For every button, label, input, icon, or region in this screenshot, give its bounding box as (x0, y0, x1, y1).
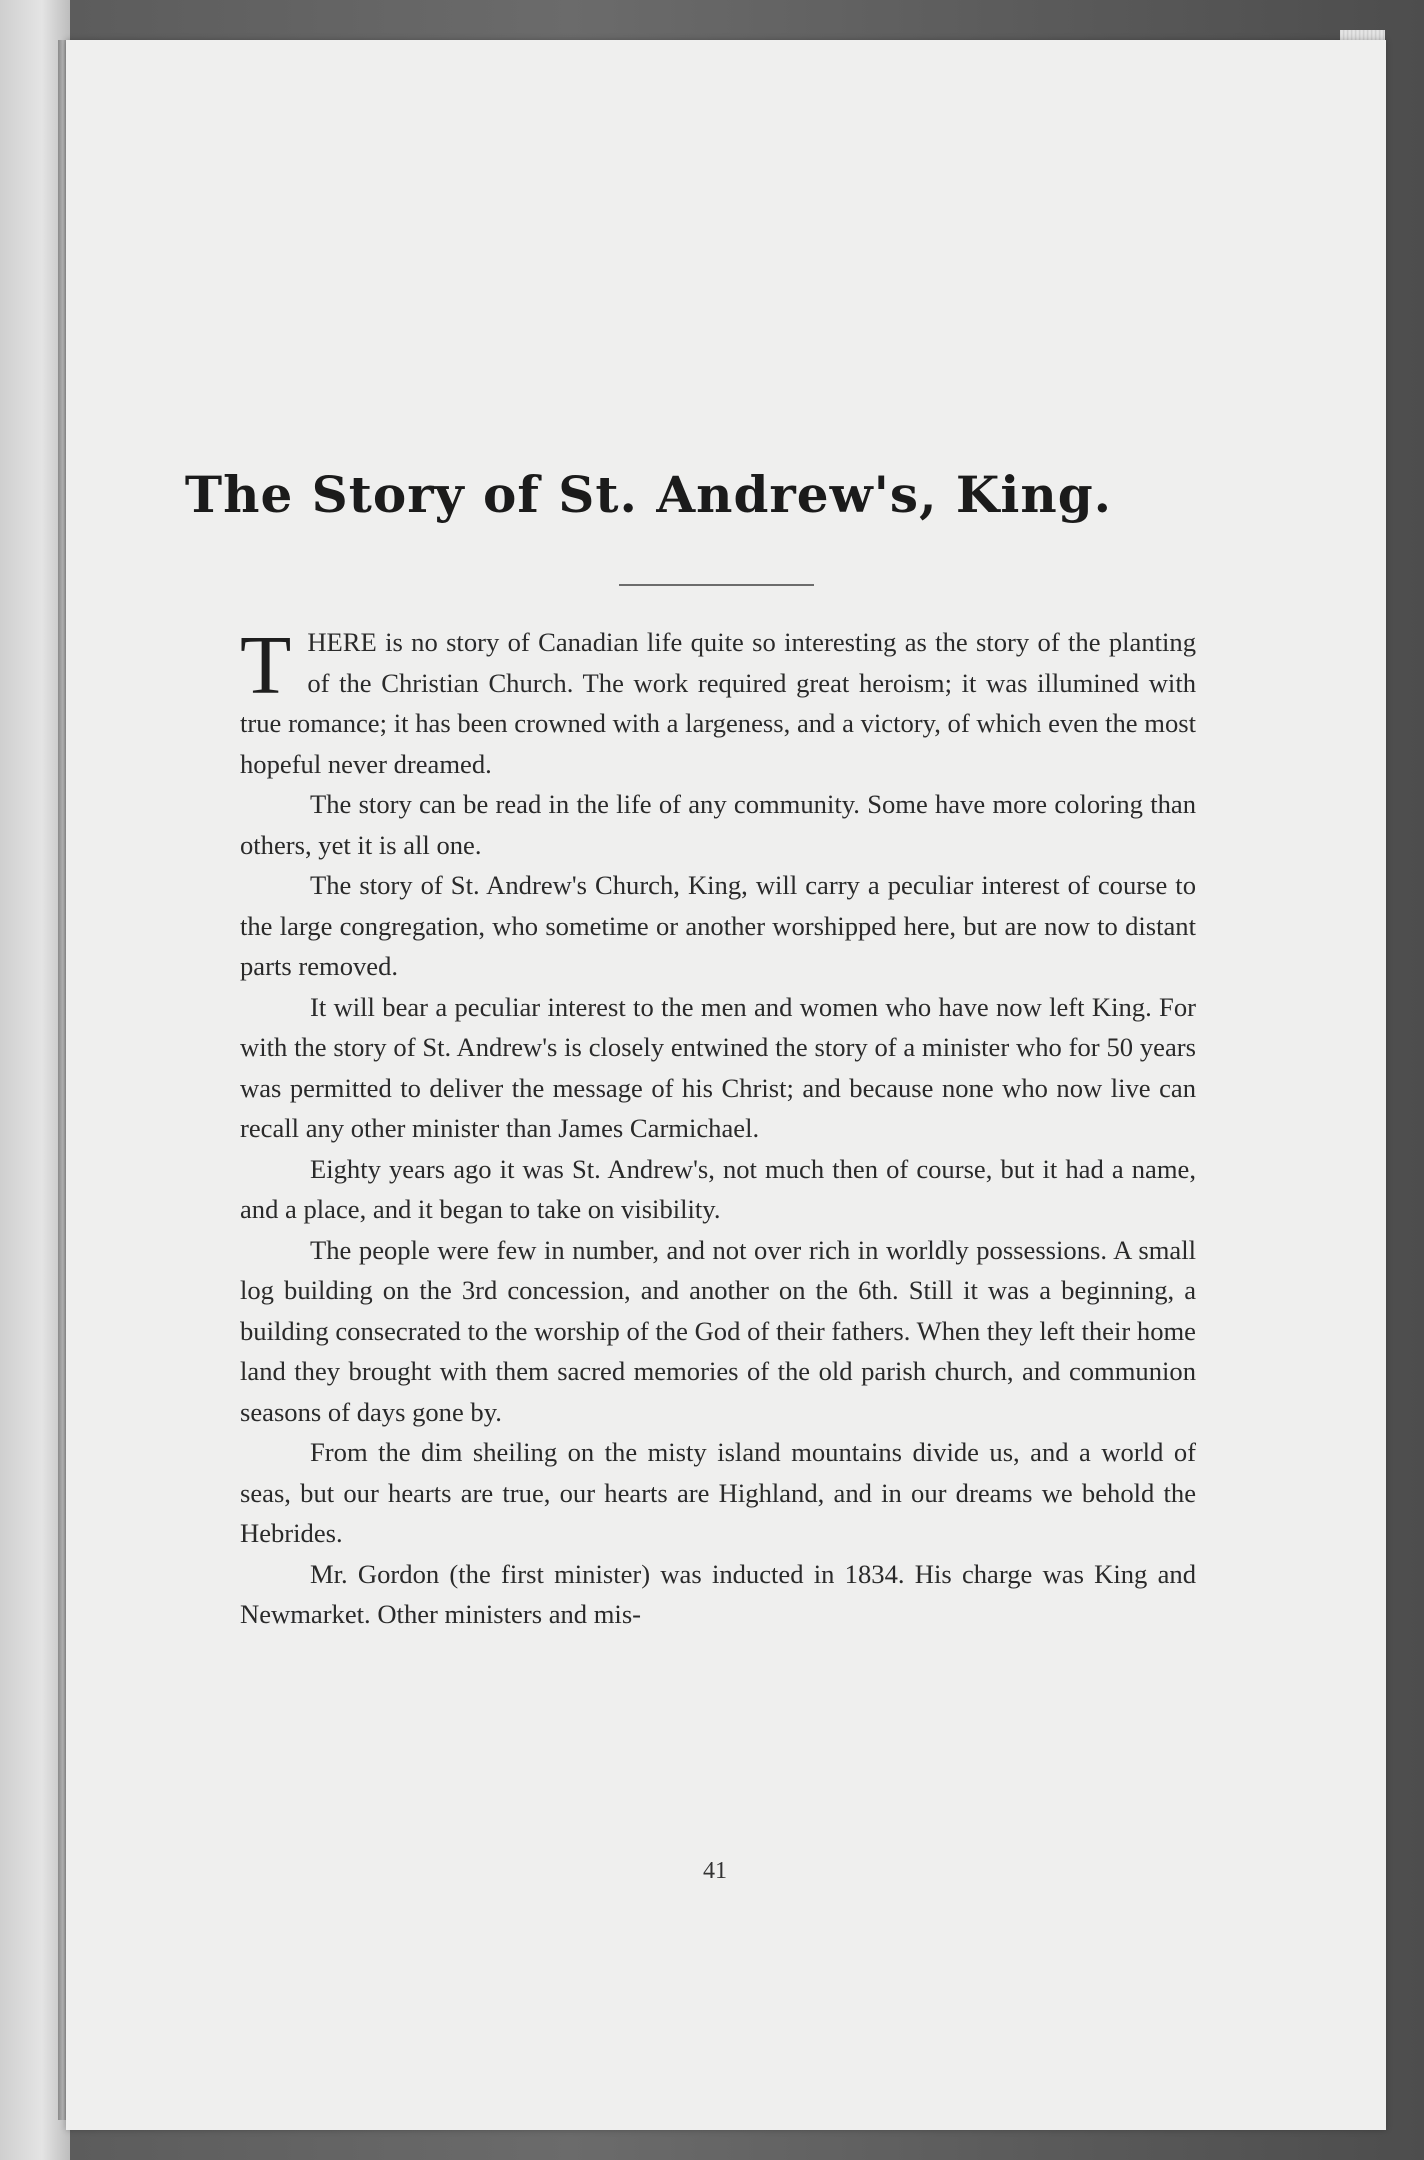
paragraph: From the dim sheiling on the misty island mountains divide us, and a world of seas, but our hearts are true, our hearts are Highland, and in our dreams we behold the Hebrides. (240, 1437, 1196, 1548)
paragraph: It will bear a peculiar interest to the men and women who have now left King. For with the story of St. Andrew's is closely entwined the story of a minister who for 50 years was permitted to deliver the message of his Christ; and because none who now live can recall any other minister than James Carmichael. (240, 991, 1196, 1143)
paragraph-text: HERE is no story of Canadian life quite so interesting as the story of the planting of the Christian Church. The work required great heroism; it was illumined with true romance; it has been crowned with a largeness, and a victory, of which even the most hopeful never dreamed. (240, 627, 1196, 779)
page-number: 41 (703, 1858, 727, 1884)
drop-cap: T (240, 619, 292, 712)
paragraph (240, 619, 1196, 784)
paragraph: The story of St. Andrew's Church, King, will carry a peculiar interest of course to the large congregation, who sometime or another worshipped here, but are now to distant parts removed. (240, 870, 1196, 981)
paragraph: The people were few in number, and not over rich in worldly possessions. A small log building on the 3rd concession, and another on the 6th. Still it was a beginning, a building consecrated to the worship of the God of their fathers. When they left their home land they brought with them sacred memories of the old parish church, and communion seasons of days gone by. (240, 1234, 1196, 1427)
paragraph: The story can be read in the life of any community. Some have more coloring than others, yet it is all one. (240, 789, 1196, 860)
paragraph: Mr. Gordon (the first minister) was inducted in 1834. His charge was King and Newmarket. Other ministers and mis- (240, 1558, 1196, 1629)
body-text (240, 619, 1196, 1635)
title-rule (619, 584, 814, 586)
chapter-title: The Story of St. Andrew's, King. (184, 465, 1113, 524)
paragraph: Eighty years ago it was St. Andrew's, not much then of course, but it had a name, and a place, and it began to take on visibility. (240, 1153, 1196, 1224)
